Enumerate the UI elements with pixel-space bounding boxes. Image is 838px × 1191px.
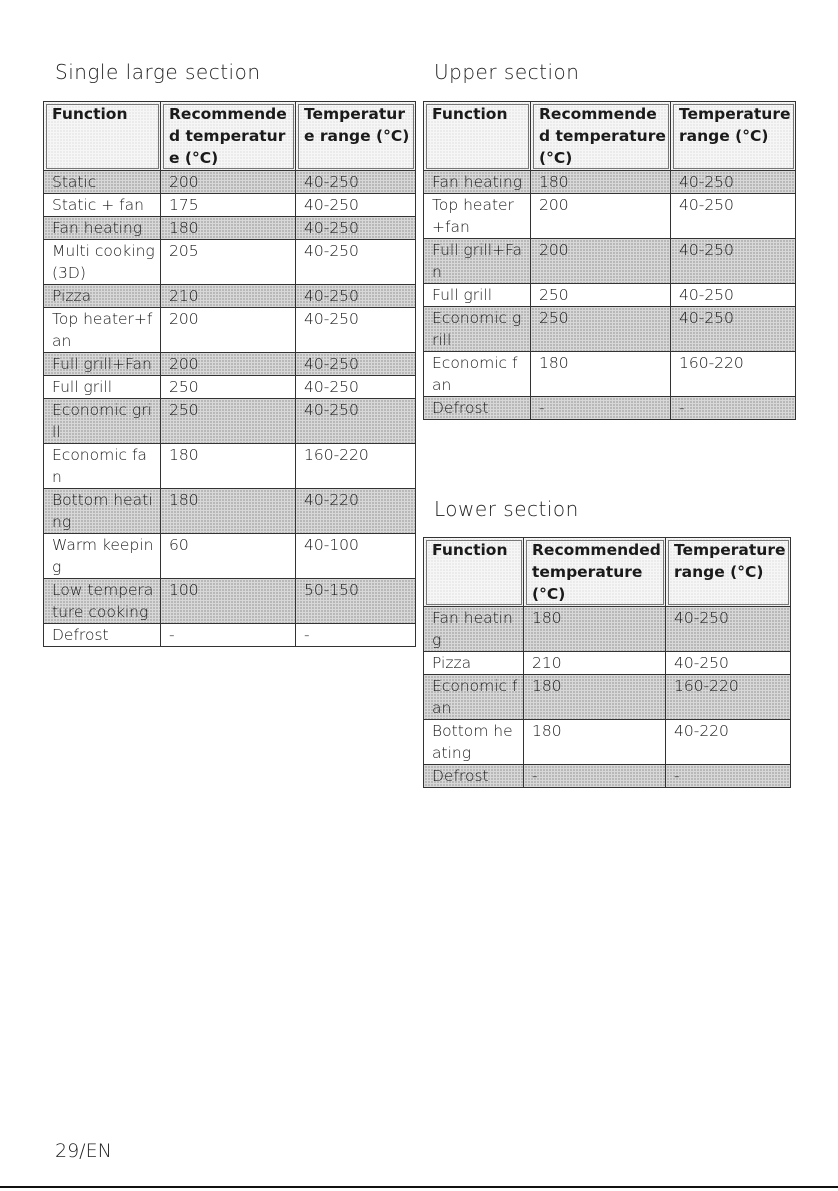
cell-recommended-temperature: 210 xyxy=(161,285,296,308)
table-row xyxy=(424,171,796,194)
cell-temperature-range: 40-220 xyxy=(296,489,416,534)
cell-function: Fan heating xyxy=(424,607,524,652)
table-header-row xyxy=(424,102,796,171)
cell-temperature-range: 40-250 xyxy=(296,240,416,285)
cell-temperature-range: 40-250 xyxy=(296,217,416,240)
cell-recommended-temperature: 200 xyxy=(161,353,296,376)
cell-recommended-temperature: 180 xyxy=(161,217,296,240)
cell-recommended-temperature: 100 xyxy=(161,579,296,624)
cell-recommended-temperature: 180 xyxy=(524,720,666,765)
header-recommended-temperature: Recommended temperature (°C) xyxy=(531,102,671,171)
table-row xyxy=(424,239,796,284)
cell-recommended-temperature: 250 xyxy=(531,284,671,307)
cell-recommended-temperature: 250 xyxy=(531,307,671,352)
cell-function: Full grill xyxy=(44,376,161,399)
section-title-upper: Upper section xyxy=(434,60,580,84)
section-title-single: Single large section xyxy=(55,60,261,84)
cell-temperature-range: 160-220 xyxy=(671,352,796,397)
cell-function: Static xyxy=(44,171,161,194)
cell-function: Low temperature cooking xyxy=(44,579,161,624)
cell-temperature-range: 40-250 xyxy=(296,399,416,444)
header-temperature-range: Temperature range (°C) xyxy=(666,538,791,607)
table-row xyxy=(424,607,791,652)
cell-recommended-temperature: 250 xyxy=(161,376,296,399)
table-row xyxy=(44,444,416,489)
header-temperature-range: Temperature range (°C) xyxy=(296,102,416,171)
cell-function: Pizza xyxy=(44,285,161,308)
cell-function: Full grill+Fan xyxy=(44,353,161,376)
cell-function: Economic fan xyxy=(424,352,531,397)
table-row xyxy=(44,624,416,647)
cell-recommended-temperature: 180 xyxy=(524,675,666,720)
table-upper-section xyxy=(423,101,796,420)
cell-recommended-temperature: 180 xyxy=(531,352,671,397)
table-row xyxy=(44,171,416,194)
header-function: Function xyxy=(424,538,524,607)
cell-function: Full grill xyxy=(424,284,531,307)
table-header-row xyxy=(424,538,791,607)
table-row xyxy=(44,285,416,308)
cell-recommended-temperature: 250 xyxy=(161,399,296,444)
cell-function: Fan heating xyxy=(44,217,161,240)
cell-function: Top heater+fan xyxy=(44,308,161,353)
table-row xyxy=(44,579,416,624)
cell-function: Defrost xyxy=(424,397,531,420)
header-function: Function xyxy=(424,102,531,171)
cell-recommended-temperature: - xyxy=(524,765,666,788)
cell-temperature-range: 40-250 xyxy=(671,239,796,284)
table-row xyxy=(44,217,416,240)
cell-function: Pizza xyxy=(424,652,524,675)
bottom-rule xyxy=(0,1186,838,1188)
cell-temperature-range: 40-250 xyxy=(671,307,796,352)
cell-temperature-range: 40-250 xyxy=(666,652,791,675)
cell-temperature-range: 40-250 xyxy=(666,607,791,652)
section-title-lower: Lower section xyxy=(434,497,579,521)
cell-recommended-temperature: - xyxy=(161,624,296,647)
cell-recommended-temperature: 60 xyxy=(161,534,296,579)
cell-function: Static + fan xyxy=(44,194,161,217)
cell-temperature-range: 40-100 xyxy=(296,534,416,579)
cell-temperature-range: - xyxy=(666,765,791,788)
cell-function: Economic fan xyxy=(44,444,161,489)
cell-function: Warm keeping xyxy=(44,534,161,579)
cell-function: Bottom heating xyxy=(424,720,524,765)
cell-recommended-temperature: 175 xyxy=(161,194,296,217)
table-lower-section xyxy=(423,537,791,788)
cell-function: Fan heating xyxy=(424,171,531,194)
table-row xyxy=(44,399,416,444)
cell-temperature-range: - xyxy=(671,397,796,420)
cell-temperature-range: 160-220 xyxy=(296,444,416,489)
cell-temperature-range: - xyxy=(296,624,416,647)
cell-temperature-range: 40-250 xyxy=(671,284,796,307)
cell-function: Economic grill xyxy=(424,307,531,352)
cell-function: Top heater+fan xyxy=(424,194,531,239)
table-row xyxy=(424,194,796,239)
table-single-section xyxy=(43,101,416,647)
cell-recommended-temperature: - xyxy=(531,397,671,420)
header-function: Function xyxy=(44,102,161,171)
table-row xyxy=(424,720,791,765)
cell-temperature-range: 40-250 xyxy=(296,171,416,194)
table-row xyxy=(424,352,796,397)
cell-function: Economic fan xyxy=(424,675,524,720)
cell-function: Multi cooking (3D) xyxy=(44,240,161,285)
cell-recommended-temperature: 200 xyxy=(531,239,671,284)
cell-function: Economic grill xyxy=(44,399,161,444)
cell-temperature-range: 40-250 xyxy=(296,376,416,399)
cell-function: Full grill+Fan xyxy=(424,239,531,284)
table-row xyxy=(424,397,796,420)
header-recommended-temperature: Recommended temperature (°C) xyxy=(161,102,296,171)
table-row xyxy=(44,308,416,353)
cell-temperature-range: 40-220 xyxy=(666,720,791,765)
cell-recommended-temperature: 180 xyxy=(531,171,671,194)
cell-function: Defrost xyxy=(44,624,161,647)
cell-temperature-range: 40-250 xyxy=(671,194,796,239)
cell-temperature-range: 40-250 xyxy=(671,171,796,194)
cell-temperature-range: 40-250 xyxy=(296,285,416,308)
header-recommended-temperature: Recommended temperature (°C) xyxy=(524,538,666,607)
cell-recommended-temperature: 200 xyxy=(531,194,671,239)
cell-recommended-temperature: 200 xyxy=(161,171,296,194)
page-number: 29/EN xyxy=(55,1140,112,1162)
cell-recommended-temperature: 200 xyxy=(161,308,296,353)
cell-recommended-temperature: 180 xyxy=(161,444,296,489)
header-temperature-range: Temperature range (°C) xyxy=(671,102,796,171)
table-row xyxy=(44,240,416,285)
cell-recommended-temperature: 180 xyxy=(524,607,666,652)
table-row xyxy=(424,652,791,675)
table-row xyxy=(424,765,791,788)
cell-recommended-temperature: 210 xyxy=(524,652,666,675)
cell-temperature-range: 40-250 xyxy=(296,194,416,217)
table-row xyxy=(424,307,796,352)
cell-temperature-range: 160-220 xyxy=(666,675,791,720)
table-row xyxy=(44,534,416,579)
table-row xyxy=(44,353,416,376)
cell-temperature-range: 50-150 xyxy=(296,579,416,624)
table-row xyxy=(424,284,796,307)
cell-recommended-temperature: 180 xyxy=(161,489,296,534)
cell-recommended-temperature: 205 xyxy=(161,240,296,285)
cell-temperature-range: 40-250 xyxy=(296,308,416,353)
table-row xyxy=(424,675,791,720)
table-header-row xyxy=(44,102,416,171)
cell-function: Defrost xyxy=(424,765,524,788)
cell-temperature-range: 40-250 xyxy=(296,353,416,376)
table-row xyxy=(44,194,416,217)
table-row xyxy=(44,489,416,534)
table-row xyxy=(44,376,416,399)
cell-function: Bottom heating xyxy=(44,489,161,534)
